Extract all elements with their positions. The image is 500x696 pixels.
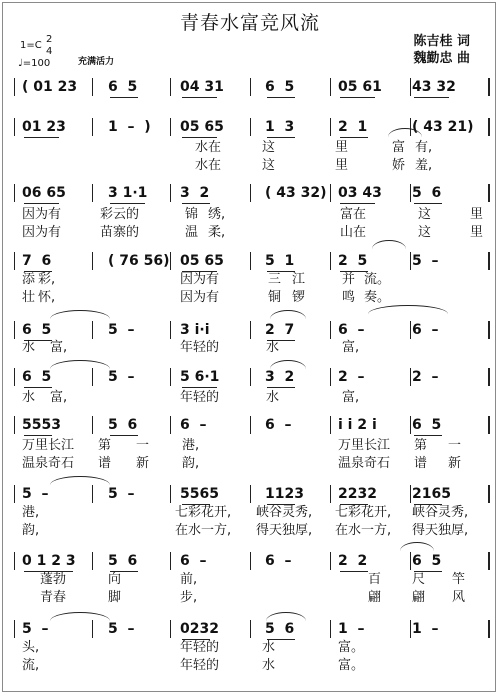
notation-row — [0, 368, 500, 388]
measure-notes: 05 65 — [180, 253, 224, 269]
lyric-word: 百 — [368, 572, 382, 587]
bar-line — [14, 184, 15, 202]
lyric-word: 新 — [448, 456, 462, 471]
lyric-line — [0, 523, 500, 539]
note-underline — [267, 137, 295, 138]
lyric-word: 羞, — [415, 158, 433, 173]
lyric-word: 富。 — [338, 658, 365, 673]
lyric-word: 铜 — [268, 290, 282, 305]
measure-notes: 5 – — [108, 486, 135, 502]
bar-line — [488, 321, 490, 339]
notation-row — [0, 620, 500, 640]
bar-line — [410, 78, 411, 96]
tempo-marking: ♩=100 — [18, 58, 51, 69]
lyric-word: 水 — [266, 340, 280, 355]
lyric-line — [0, 505, 500, 521]
bar-line — [330, 416, 331, 434]
lyric-word: 万里长江 — [338, 438, 391, 453]
lyric-line — [0, 390, 500, 406]
measure-notes: 6 5 — [108, 79, 138, 95]
measure-notes: 0 1 2 3 — [22, 553, 76, 569]
measure-notes: 6 – — [265, 417, 292, 433]
note-underline — [110, 435, 138, 436]
bar-line — [14, 552, 15, 570]
measure-notes: 6 – — [412, 322, 439, 338]
bar-line — [410, 620, 411, 638]
lyric-word: 流。 — [364, 272, 391, 287]
note-underline — [110, 97, 138, 98]
note-underline — [340, 203, 375, 204]
lyric-word: 青春 — [40, 590, 67, 605]
bar-line — [488, 252, 490, 270]
lyric-word: 娇 — [392, 158, 406, 173]
lyric-word: 富, — [50, 340, 68, 355]
bar-line — [92, 620, 93, 638]
lyric-word: 富, — [50, 390, 68, 405]
lyric-word: 向 — [108, 572, 122, 587]
measure-notes: 6 5 — [22, 322, 52, 338]
measure-notes: 05 65 — [180, 119, 224, 135]
lyric-word: 谱 — [414, 456, 428, 471]
measure-notes: i i 2 i — [338, 417, 377, 433]
bar-line — [330, 368, 331, 386]
lyric-word: 温 — [185, 225, 199, 240]
lyric-word: 锦 — [185, 207, 199, 222]
bar-line — [410, 321, 411, 339]
bar-line — [14, 252, 15, 270]
lyric-word: 这 — [262, 158, 276, 173]
lyric-line — [0, 438, 500, 454]
measure-notes: 3 2 — [265, 369, 295, 385]
lyric-word: 里 — [335, 140, 349, 155]
measure-notes: 43 32 — [412, 79, 456, 95]
lyric-line — [0, 572, 500, 588]
lyric-word: 富, — [342, 390, 360, 405]
lyric-word: 水 — [262, 658, 276, 673]
lyric-word: 蓬勃 — [40, 572, 67, 587]
lyric-word: 山在 — [340, 225, 367, 240]
note-underline — [24, 203, 59, 204]
lyric-word: 水 — [22, 340, 36, 355]
measure-notes: 5 – — [108, 369, 135, 385]
note-underline — [414, 435, 442, 436]
bar-line — [170, 118, 171, 136]
bar-line — [92, 78, 93, 96]
bar-line — [250, 485, 251, 503]
lyric-line — [0, 225, 500, 241]
note-underline — [24, 137, 59, 138]
lyric-word: 七彩花开, — [175, 505, 232, 520]
bar-line — [92, 321, 93, 339]
note-underline — [182, 203, 210, 204]
bar-line — [92, 252, 93, 270]
bar-line — [250, 252, 251, 270]
bar-line — [250, 184, 251, 202]
measure-notes: 5 – — [22, 486, 49, 502]
measure-notes: 5 6·1 — [180, 369, 220, 385]
measure-notes: 6 5 — [412, 553, 442, 569]
lyric-word: 第 — [414, 438, 428, 453]
bar-line — [170, 416, 171, 434]
time-signature-top: 2 — [46, 34, 53, 45]
measure-notes: 3 1·1 — [108, 185, 148, 201]
lyric-line — [0, 590, 500, 606]
lyric-word: 水 — [22, 390, 36, 405]
lyric-word: 苗寨的 — [100, 225, 140, 240]
lyric-word: 港, — [182, 438, 200, 453]
lyric-word: 港, — [22, 505, 40, 520]
measure-notes: 03 43 — [338, 185, 382, 201]
bar-line — [250, 368, 251, 386]
notation-row — [0, 552, 500, 572]
lyric-word: 新 — [136, 456, 150, 471]
lyric-word: 奏。 — [364, 290, 391, 305]
notation-row — [0, 485, 500, 505]
lyric-word: 水 — [262, 640, 276, 655]
bar-line — [92, 118, 93, 136]
lyric-word: 这 — [418, 207, 432, 222]
measure-notes: 2 7 — [265, 322, 295, 338]
lyric-word: 脚 — [108, 590, 122, 605]
composer-credit: 魏勤忠 曲 — [413, 51, 470, 66]
note-underline — [24, 435, 52, 436]
bar-line — [488, 620, 490, 638]
measure-notes: 5 – — [412, 253, 439, 269]
bar-line — [330, 252, 331, 270]
measure-notes: 5 – — [108, 621, 135, 637]
note-underline — [267, 97, 295, 98]
measure-notes: 2 – — [338, 369, 365, 385]
bar-line — [330, 78, 331, 96]
bar-line — [170, 252, 171, 270]
bar-line — [14, 368, 15, 386]
lyric-word: 竿 — [452, 572, 466, 587]
measure-notes: 2232 — [338, 486, 377, 502]
measure-notes: 6 – — [180, 553, 207, 569]
lyric-word: 风 — [452, 590, 466, 605]
measure-notes: ( 43 32) — [265, 185, 327, 201]
bar-line — [410, 184, 411, 202]
lyric-word: 水在 — [195, 158, 222, 173]
measure-notes: 6 5 — [22, 369, 52, 385]
notation-row — [0, 118, 500, 138]
lyric-word: 添 — [22, 272, 36, 287]
lyric-word: 在水一方, — [175, 523, 232, 538]
bar-line — [410, 416, 411, 434]
note-underline — [267, 387, 295, 388]
measure-notes: 6 – — [180, 417, 207, 433]
lyric-word: 一 — [448, 438, 462, 453]
bar-line — [170, 321, 171, 339]
bar-line — [170, 552, 171, 570]
lyric-word: 翩 — [368, 590, 382, 605]
bar-line — [330, 620, 331, 638]
bar-line — [14, 485, 15, 503]
bar-line — [92, 552, 93, 570]
measure-notes: 6 5 — [265, 79, 295, 95]
measure-notes: 2 2 — [338, 553, 368, 569]
measure-notes: 1 – — [412, 621, 439, 637]
measure-notes: 5553 — [22, 417, 61, 433]
measure-notes: 1123 — [265, 486, 304, 502]
lyric-word: 因为有 — [22, 225, 62, 240]
lyric-word: 富。 — [338, 640, 365, 655]
bar-line — [410, 252, 411, 270]
measure-notes: 04 31 — [180, 79, 224, 95]
lyric-word: 壮 — [22, 290, 36, 305]
lyric-word: 里 — [470, 207, 484, 222]
measure-notes: 0232 — [180, 621, 219, 637]
lyric-word: 在水一方, — [335, 523, 392, 538]
lyric-word: 温泉奇石 — [22, 456, 75, 471]
bar-line — [330, 184, 331, 202]
bar-line — [250, 78, 251, 96]
bar-line — [488, 118, 490, 136]
lyric-word: 这 — [262, 140, 276, 155]
lyric-word: 锣 — [292, 290, 306, 305]
lyric-word: 温泉奇石 — [338, 456, 391, 471]
note-underline — [414, 97, 449, 98]
measure-notes: 5 6 — [108, 553, 138, 569]
notation-row — [0, 252, 500, 272]
measure-notes: 5 6 — [265, 621, 295, 637]
bar-line — [410, 552, 411, 570]
lyric-line — [0, 158, 500, 174]
lyric-word: 谱 — [98, 456, 112, 471]
lyric-line — [0, 207, 500, 223]
lyric-word: 水在 — [195, 140, 222, 155]
song-title: 青春水富竞风流 — [179, 12, 320, 34]
bar-line — [250, 620, 251, 638]
lyric-word: 韵, — [22, 523, 40, 538]
measure-notes: 2 – — [412, 369, 439, 385]
lyric-line — [0, 340, 500, 356]
lyric-word: 彩云的 — [100, 207, 140, 222]
measure-notes: ( 76 56) — [108, 253, 170, 269]
measure-notes: 7 6 — [22, 253, 52, 269]
measure-notes: 5 1 — [265, 253, 295, 269]
measure-notes: 2 5 — [338, 253, 368, 269]
measure-notes: 06 65 — [22, 185, 66, 201]
bar-line — [14, 321, 15, 339]
lyric-word: 因为有 — [180, 290, 220, 305]
bar-line — [250, 118, 251, 136]
lyric-word: 翩 — [412, 590, 426, 605]
note-underline — [340, 137, 368, 138]
lyric-line — [0, 290, 500, 306]
lyric-word: 万里长江 — [22, 438, 75, 453]
note-underline — [182, 97, 217, 98]
lyric-word: 得天独厚, — [412, 523, 469, 538]
notation-row — [0, 78, 500, 98]
measure-notes: 6 – — [338, 322, 365, 338]
key-signature: 1=C — [20, 40, 42, 51]
bar-line — [330, 118, 331, 136]
measure-notes: 6 5 — [412, 417, 442, 433]
lyric-word: 鸣 — [342, 290, 356, 305]
note-underline — [340, 97, 375, 98]
lyric-word: 因为有 — [180, 272, 220, 287]
note-underline — [182, 387, 217, 388]
lyricist-credit: 陈吉桂 词 — [413, 34, 470, 49]
bar-line — [14, 78, 15, 96]
bar-line — [170, 184, 171, 202]
measure-notes: 1 – — [338, 621, 365, 637]
notation-row — [0, 416, 500, 436]
measure-notes: 2 1 — [338, 119, 368, 135]
lyric-word: 前, — [180, 572, 198, 587]
lyric-word: 因为有 — [22, 207, 62, 222]
bar-line — [14, 416, 15, 434]
measure-notes: ( 01 23 — [22, 79, 78, 95]
lyric-line — [0, 658, 500, 674]
lyric-word: 步, — [180, 590, 198, 605]
lyric-word: 水 — [266, 390, 280, 405]
lyric-line — [0, 456, 500, 472]
measure-notes: 3 2 — [180, 185, 210, 201]
bar-line — [410, 368, 411, 386]
bar-line — [14, 620, 15, 638]
lyric-word: 第 — [98, 438, 112, 453]
note-underline — [182, 137, 217, 138]
bar-line — [330, 321, 331, 339]
bar-line — [170, 620, 171, 638]
bar-line — [488, 368, 490, 386]
lyric-word: 峡谷灵秀, — [256, 505, 313, 520]
lyric-word: 得天独厚, — [256, 523, 313, 538]
bar-line — [410, 485, 411, 503]
lyric-word: 有, — [415, 140, 433, 155]
measure-notes: 01 23 — [22, 119, 66, 135]
lyric-line — [0, 140, 500, 156]
lyric-word: 彩, — [38, 272, 56, 287]
lyric-word: 富 — [392, 140, 406, 155]
lyric-word: 并 — [342, 272, 356, 287]
bar-line — [170, 78, 171, 96]
measure-notes: 5 – — [22, 621, 49, 637]
lyric-word: 尺 — [412, 572, 426, 587]
bar-line — [330, 485, 331, 503]
bar-line — [488, 416, 490, 434]
lyric-word: 年轻的 — [180, 340, 220, 355]
lyric-word: 年轻的 — [180, 640, 220, 655]
bar-line — [488, 485, 490, 503]
measure-notes: 2165 — [412, 486, 451, 502]
measure-notes: 5565 — [180, 486, 219, 502]
note-underline — [414, 203, 442, 204]
bar-line — [250, 552, 251, 570]
bar-line — [250, 416, 251, 434]
measure-notes: 6 – — [265, 553, 292, 569]
time-signature-bottom: 4 — [46, 46, 53, 57]
note-underline — [24, 387, 52, 388]
lyric-line — [0, 640, 500, 656]
lyric-word: 一 — [136, 438, 150, 453]
lyric-line — [0, 272, 500, 288]
measure-notes: 5 6 — [412, 185, 442, 201]
lyric-word: 七彩花开, — [335, 505, 392, 520]
lyric-word: 富在 — [340, 207, 367, 222]
bar-line — [488, 78, 490, 96]
lyric-word: 江 — [292, 272, 306, 287]
bar-line — [170, 368, 171, 386]
lyric-word: 峡谷灵秀, — [412, 505, 469, 520]
bar-line — [488, 184, 490, 202]
bar-line — [330, 552, 331, 570]
lyric-word: 韵, — [182, 456, 200, 471]
bar-line — [488, 552, 490, 570]
bar-line — [170, 485, 171, 503]
bar-line — [250, 321, 251, 339]
lyric-word: 怀, — [38, 290, 56, 305]
lyric-word: 三 — [268, 272, 282, 287]
measure-notes: 5 – — [108, 322, 135, 338]
measure-notes: 3 i·i — [180, 322, 210, 338]
lyric-word: 里 — [470, 225, 484, 240]
lyric-word: 绣, — [208, 207, 226, 222]
lyric-word: 里 — [335, 158, 349, 173]
lyric-word: 年轻的 — [180, 658, 220, 673]
lyric-word: 这 — [418, 225, 432, 240]
lyric-word: 柔, — [208, 225, 226, 240]
expression-marking: 充满活力 — [78, 57, 115, 67]
notation-row — [0, 321, 500, 341]
lyric-word: 年轻的 — [180, 390, 220, 405]
lyric-word: 流, — [22, 658, 40, 673]
bar-line — [92, 184, 93, 202]
measure-notes: 1 – ) — [108, 119, 151, 135]
bar-line — [14, 118, 15, 136]
measure-notes: ( 43 21) — [412, 119, 474, 135]
measure-notes: 5 6 — [108, 417, 138, 433]
bar-line — [92, 368, 93, 386]
bar-line — [92, 485, 93, 503]
notation-row — [0, 184, 500, 204]
bar-line — [92, 416, 93, 434]
note-underline — [110, 203, 145, 204]
lyric-word: 富, — [342, 340, 360, 355]
measure-notes: 1 3 — [265, 119, 295, 135]
lyric-word: 头, — [22, 640, 40, 655]
measure-notes: 05 61 — [338, 79, 382, 95]
